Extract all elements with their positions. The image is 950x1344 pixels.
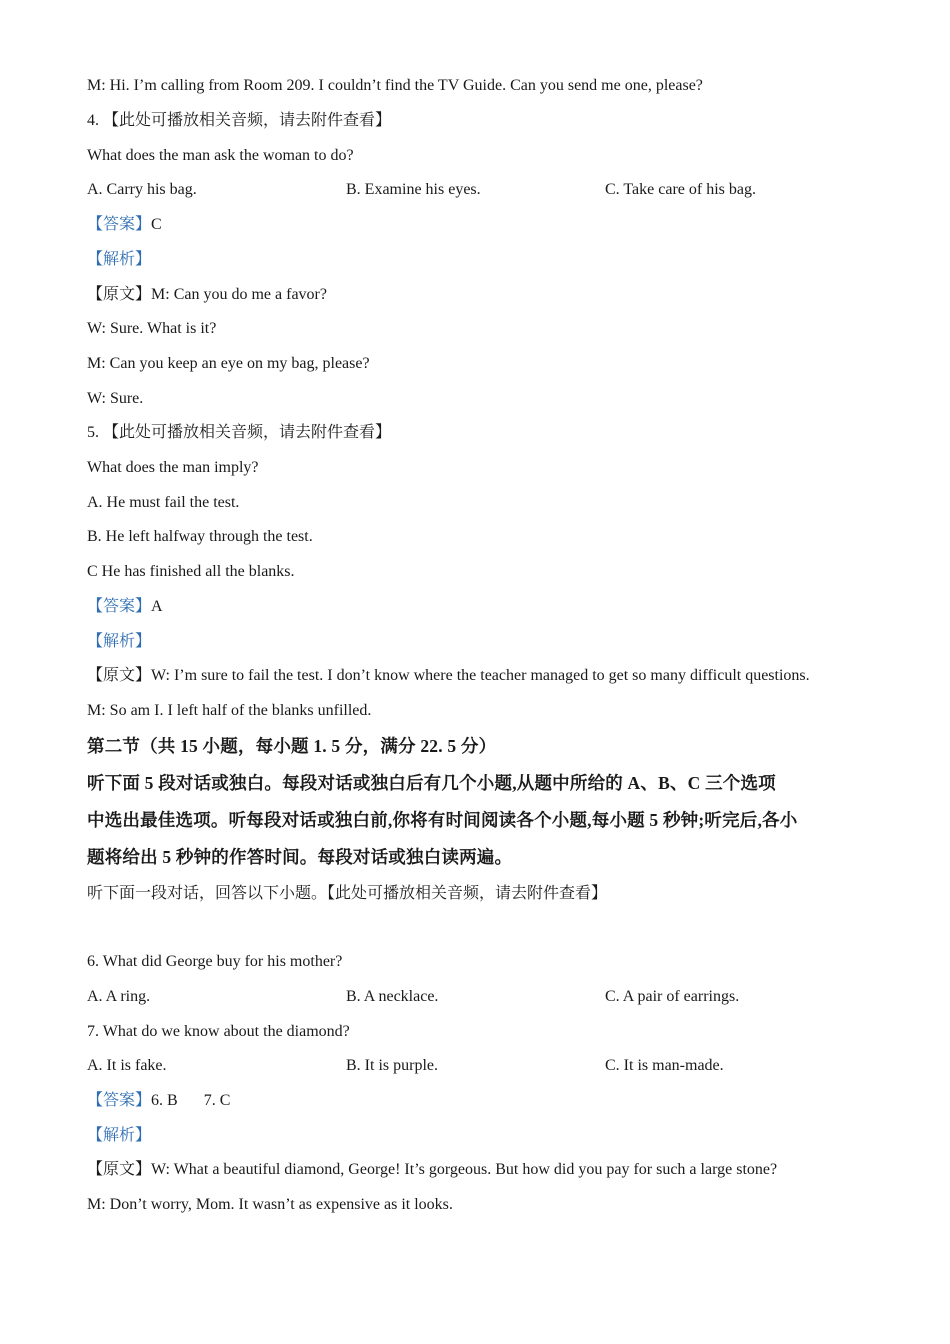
answer-tag: 【答案】 [87,1092,152,1109]
original-text-tag: 【原文】 [87,667,152,684]
dialogue-line: M: Hi. I’m calling from Room 209. I couldn’t find the TV Guide. Can you send me one, please? [87,77,703,94]
question-4-text: What does the man ask the woman to do? [87,147,354,164]
q5-option-a: A. He must fail the test. [87,494,240,511]
original-text-tag: 【原文】 [87,286,152,303]
q6-7-transcript-line: M: Don’t worry, Mom. It wasn’t as expensive as it looks. [87,1196,453,1213]
q4-transcript-line: M: Can you keep an eye on my bag, please? [87,355,370,372]
q4-answer [87,215,162,235]
transcript-text: M: Can you do me a favor? [151,286,327,303]
transcript-text: W: What a beautiful diamond, George! It’s gorgeous. But how did you pay for such a large stone? [151,1161,778,1178]
section-2-instructions: 中选出最佳选项。听每段对话或独白前,你将有时间阅读各个小题,每小题 5 秒钟;听完后,各小 [87,810,798,830]
q5-transcript-line [87,666,810,686]
q7-option-c: C. It is man-made. [605,1057,724,1074]
q5-transcript-line: M: So am I. I left half of the blanks unfilled. [87,702,372,719]
q4-option-c: C. Take care of his bag. [605,181,756,198]
transcript-text: W: I’m sure to fail the test. I don’t know where the teacher managed to get so many difficult questions. [151,667,810,684]
q6-7-answer [87,1091,230,1111]
q4-transcript-line: W: Sure. [87,390,144,407]
section-2-instructions: 听下面 5 段对话或独白。每段对话或独白后有几个小题,从题中所给的 A、B、C 三个选项 [87,773,776,793]
question-7-text: 7. What do we know about the diamond? [87,1023,350,1040]
q6-option-c: C. A pair of earrings. [605,988,740,1005]
q6-option-a: A. A ring. [87,988,151,1005]
q6-option-b: B. A necklace. [346,988,439,1005]
section-2-instructions: 题将给出 5 秒钟的作答时间。每段对话或独白读两遍。 [87,847,513,867]
question-5-text: What does the man imply? [87,459,259,476]
q6-7-analysis-tag: 【解析】 [87,1127,152,1144]
question-4-header: 4. 【此处可播放相关音频，请去附件查看】 [87,112,392,129]
q4-transcript-line: W: Sure. What is it? [87,320,217,337]
q5-option-c: C He has finished all the blanks. [87,563,295,580]
question-5-header: 5. 【此处可播放相关音频，请去附件查看】 [87,424,392,441]
q4-transcript-line [87,285,327,305]
answer-value: 7. C [203,1092,231,1109]
q7-option-a: A. It is fake. [87,1057,167,1074]
original-text-tag: 【原文】 [87,1161,152,1178]
q5-option-b: B. He left halfway through the test. [87,528,313,545]
answer-value: 6. B [151,1092,178,1109]
section-2-title: 第二节（共 15 小题，每小题 1. 5 分，满分 22. 5 分） [87,736,497,756]
q7-option-b: B. It is purple. [346,1057,438,1074]
answer-tag: 【答案】 [87,216,152,233]
answer-value: A [151,598,163,615]
listen-prompt: 听下面一段对话，回答以下小题。【此处可播放相关音频，请去附件查看】 [87,885,608,902]
answer-value: C [151,216,162,233]
question-6-text: 6. What did George buy for his mother? [87,953,343,970]
q4-analysis-tag: 【解析】 [87,251,152,268]
q5-analysis-tag: 【解析】 [87,633,152,650]
q6-7-transcript-line [87,1160,777,1180]
q4-option-a: A. Carry his bag. [87,181,197,198]
q5-answer [87,597,163,617]
q4-option-b: B. Examine his eyes. [346,181,481,198]
answer-tag: 【答案】 [87,598,152,615]
